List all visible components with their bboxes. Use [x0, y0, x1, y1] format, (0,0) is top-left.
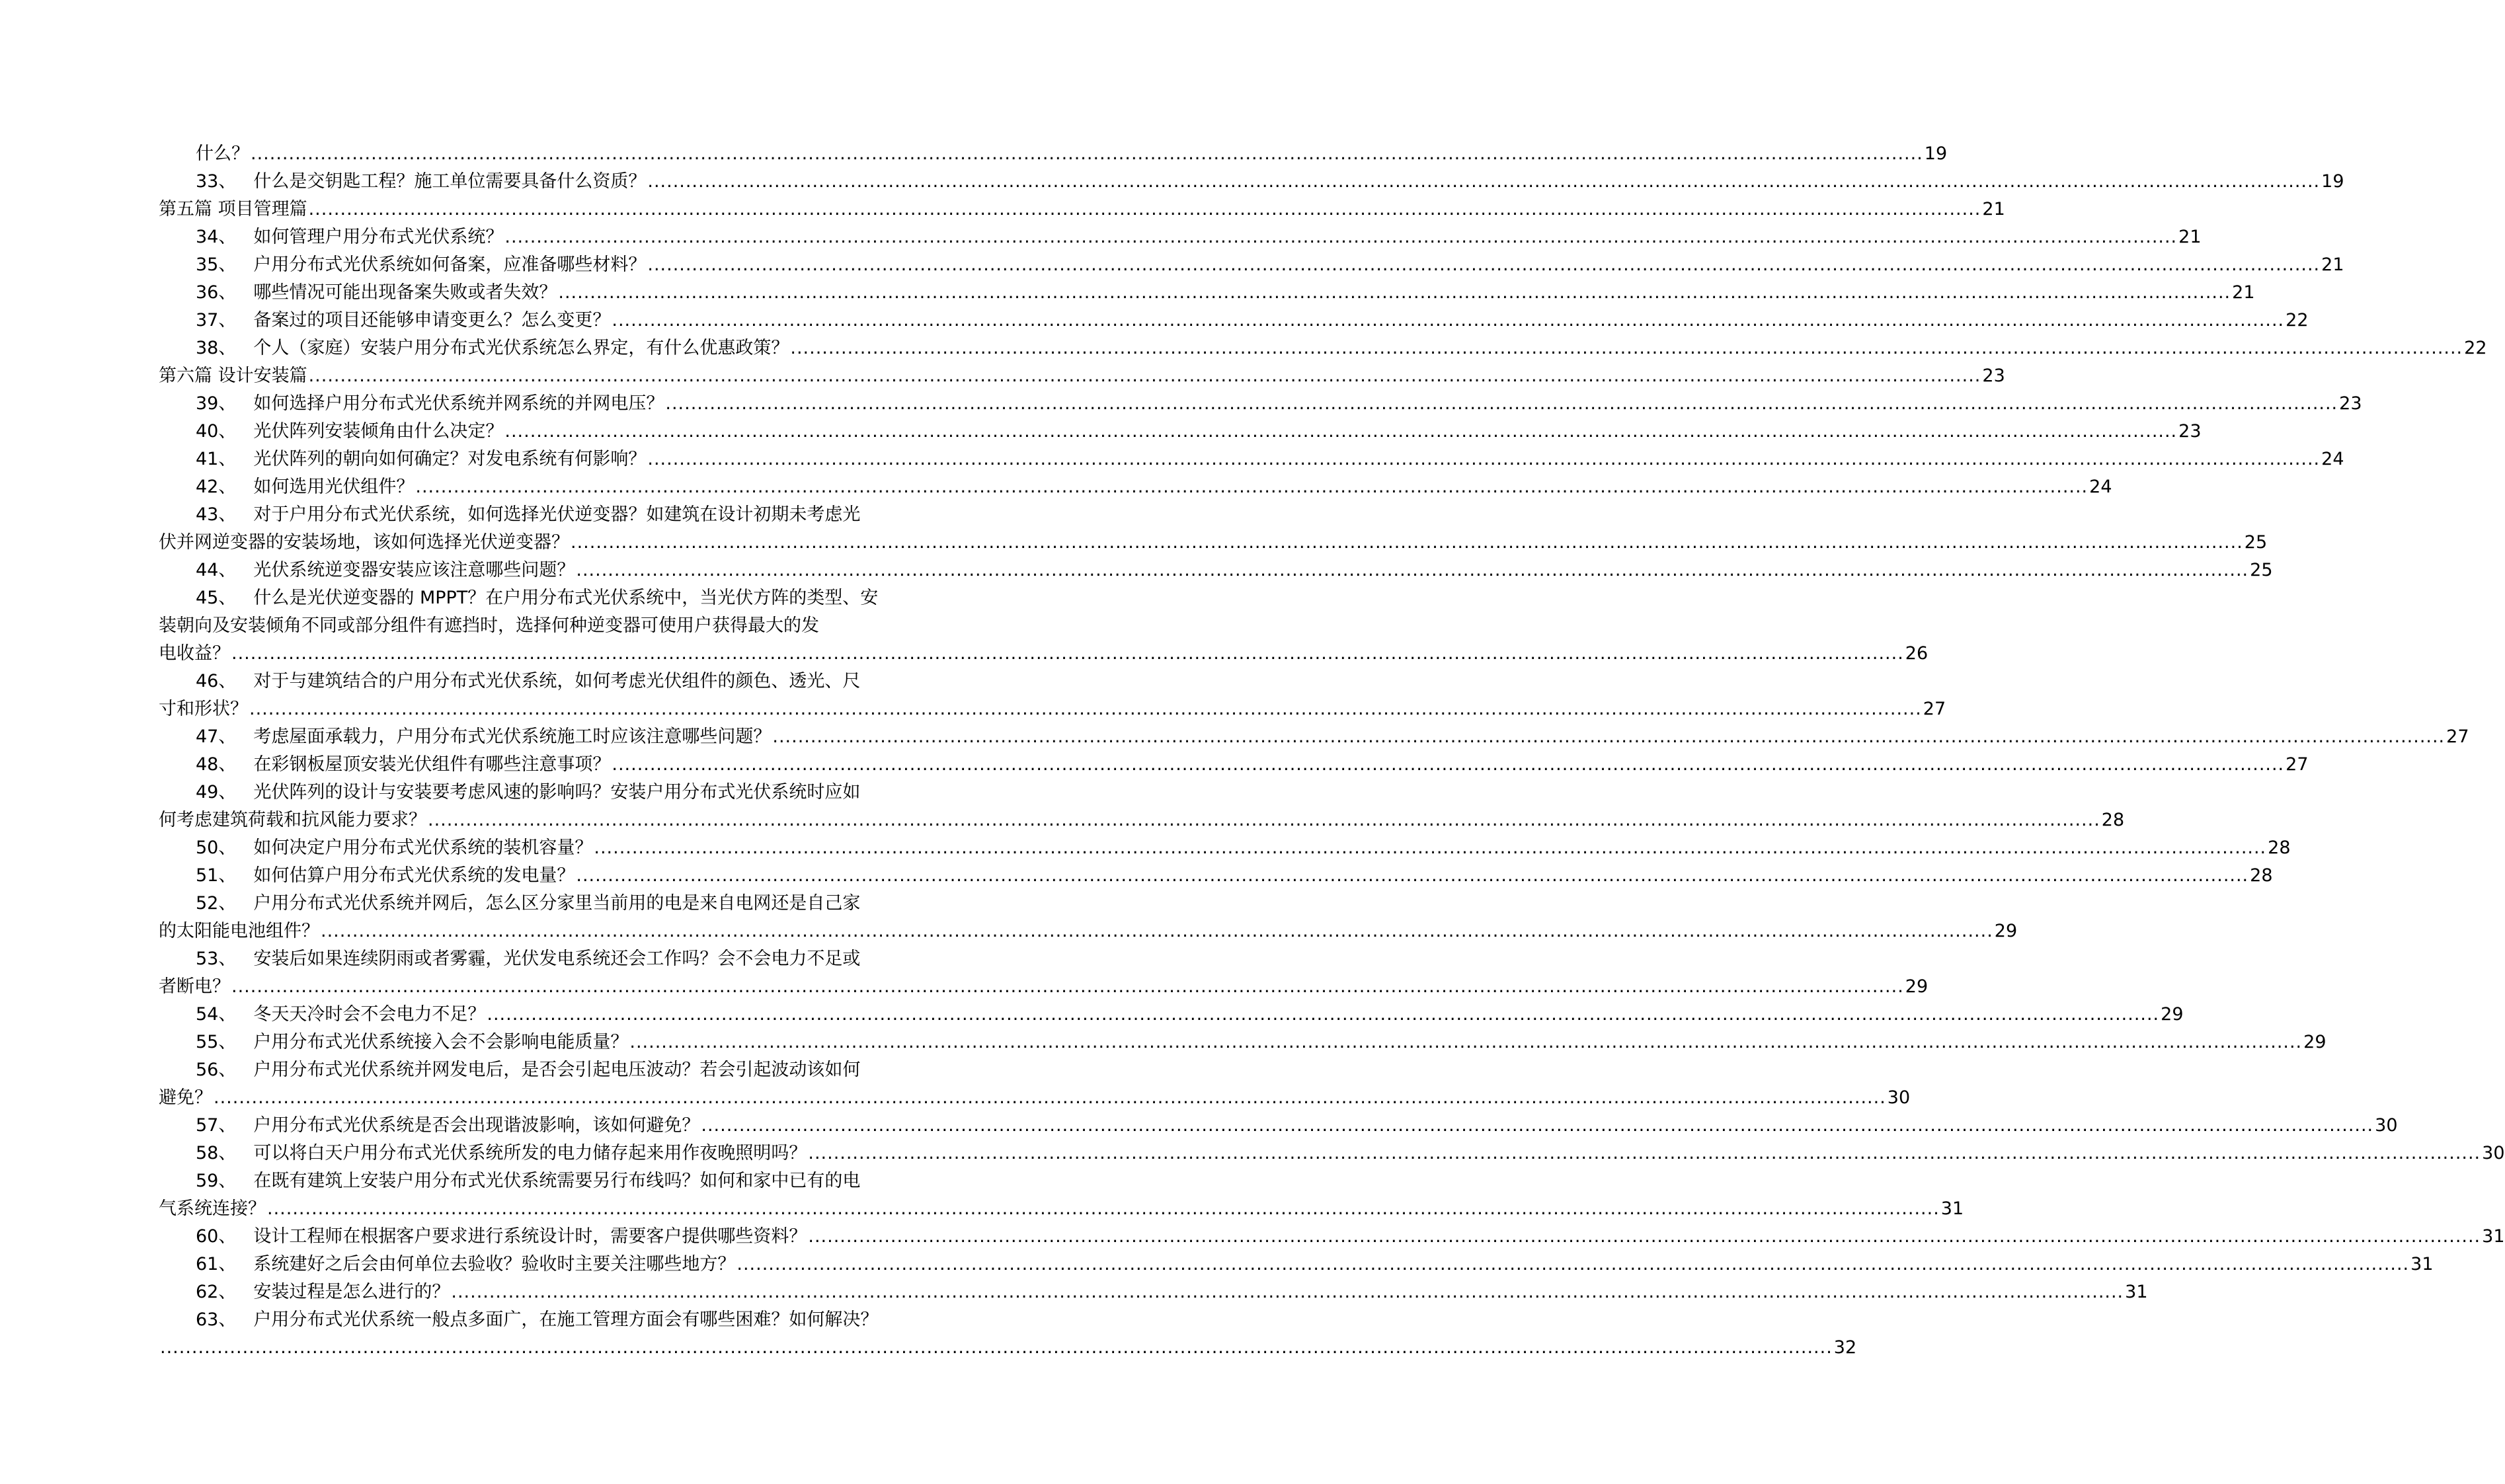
toc-entry-line — [196, 834, 2291, 862]
toc-entry[interactable] — [159, 834, 2291, 862]
toc-entry-text — [196, 1029, 628, 1056]
toc-entry[interactable] — [159, 1001, 2184, 1029]
toc-dot-leader — [647, 168, 2320, 196]
toc-entry-text — [196, 1251, 735, 1278]
toc-page-number: 27 — [1923, 699, 1946, 719]
toc-entry-number: 43、 — [196, 504, 237, 525]
toc-dot-leader — [504, 418, 2177, 446]
toc-entry-text — [196, 723, 771, 751]
toc-entry-text — [196, 390, 664, 418]
toc-entry-line — [196, 945, 895, 973]
toc-page-number: 23 — [2339, 393, 2362, 414]
toc-page-number: 19 — [2321, 171, 2344, 192]
toc-entry-title: 冬天天冷时会不会电力不足？ — [253, 1004, 486, 1025]
toc-entry-number: 40、 — [196, 421, 237, 442]
toc-entry-line — [196, 779, 895, 806]
toc-entry-number: 58、 — [196, 1143, 237, 1163]
toc-entry-line — [196, 751, 2309, 779]
toc-page-number: 19 — [1924, 143, 1948, 164]
toc-dot-leader — [231, 973, 1904, 1001]
toc-entry[interactable] — [159, 584, 1928, 668]
toc-entry-title: 安装后如果连续阴雨或者雾霾，光伏发电系统还会工作吗？会不会电力不足或 — [253, 949, 861, 969]
toc-entry-text — [159, 806, 426, 834]
toc-page-number: 25 — [2244, 532, 2268, 553]
toc-dot-leader — [487, 1001, 2159, 1029]
toc-entry-number: 39、 — [196, 393, 237, 414]
toc-entry-number: 33、 — [196, 171, 237, 192]
toc-entry-number: 42、 — [196, 477, 237, 497]
toc-entry-text — [196, 1140, 807, 1167]
toc-entry-line — [196, 584, 895, 612]
toc-entry-line — [196, 279, 2255, 307]
toc-entry-number: 34、 — [196, 227, 237, 247]
toc-page-number: 21 — [1982, 199, 2005, 219]
toc-entry-title: 考虑屋面承载力，户用分布式光伏系统施工时应该注意哪些问题？ — [253, 726, 772, 747]
toc-entry-line — [159, 640, 1928, 668]
toc-page-number: 25 — [2250, 560, 2273, 580]
toc-entry[interactable] — [159, 723, 2469, 751]
toc-entry-line — [196, 1251, 2434, 1278]
toc-entry-line — [196, 668, 895, 695]
toc-entry-title: 什么？ — [196, 143, 249, 164]
toc-entry-title: 什么是光伏逆变器的 MPPT？在户用分布式光伏系统中，当光伏方阵的类型、安 — [253, 588, 879, 608]
table-of-contents — [159, 140, 2505, 1362]
toc-entry-line — [196, 862, 2273, 890]
toc-entry-text — [196, 1223, 807, 1251]
toc-entry-text — [159, 196, 307, 223]
toc-entry-title: 寸和形状？ — [159, 699, 248, 719]
toc-entry-number: 49、 — [196, 782, 237, 802]
toc-entry-line — [159, 612, 895, 640]
toc-entry-title: 户用分布式光伏系统一般点多面广，在施工管理方面会有哪些困难？如何解决？ — [253, 1309, 879, 1330]
toc-dot-leader — [772, 723, 2445, 751]
toc-entry-line — [159, 1334, 1857, 1362]
toc-dot-leader — [231, 640, 1904, 668]
toc-entry-line — [159, 196, 2005, 223]
toc-entry-number: 59、 — [196, 1171, 237, 1191]
toc-entry-number: 36、 — [196, 282, 237, 303]
toc-entry-title: 的太阳能电池组件？ — [159, 921, 319, 941]
toc-entry[interactable] — [159, 751, 2309, 779]
toc-entry-line — [159, 529, 2268, 557]
toc-entry-number: 62、 — [196, 1282, 237, 1302]
toc-entry[interactable] — [159, 501, 2268, 557]
toc-entry[interactable] — [159, 473, 2112, 501]
toc-entry-number: 41、 — [196, 449, 237, 469]
toc-entry-line — [159, 806, 2125, 834]
toc-dot-leader — [504, 223, 2177, 251]
toc-entry-title: 第六篇 设计安装篇 — [159, 366, 307, 386]
toc-entry-text — [196, 1112, 699, 1140]
toc-dot-leader — [736, 1251, 2409, 1278]
toc-entry-text — [196, 945, 860, 973]
toc-entry-text — [159, 1195, 266, 1223]
toc-entry[interactable] — [159, 307, 2309, 334]
toc-entry[interactable] — [159, 668, 1946, 723]
toc-entry-text — [196, 140, 249, 168]
toc-entry-line — [196, 1001, 2184, 1029]
toc-section-heading[interactable] — [159, 362, 2005, 390]
toc-page-number: 24 — [2089, 477, 2112, 497]
toc-entry-text — [196, 446, 646, 473]
toc-page-number: 27 — [2446, 726, 2469, 747]
toc-entry-line — [196, 307, 2309, 334]
toc-entry-line — [196, 890, 895, 918]
toc-entry-title: 户用分布式光伏系统并网发电后，是否会引起电压波动？若会引起波动该如何 — [253, 1060, 861, 1080]
toc-dot-leader — [415, 473, 2088, 501]
toc-entry-line — [196, 501, 895, 529]
toc-entry-text — [196, 1001, 485, 1029]
toc-entry-title: 备案过的项目还能够申请变更么？怎么变更？ — [253, 310, 611, 331]
toc-entry-title: 光伏阵列的设计与安装要考虑风速的影响吗？安装户用分布式光伏系统时应如 — [253, 782, 861, 802]
toc-entry-title: 户用分布式光伏系统并网后，怎么区分家里当前用的电是来自电网还是自己家 — [253, 893, 861, 914]
toc-entry-title: 伏并网逆变器的安装场地，该如何选择光伏逆变器？ — [159, 532, 569, 553]
toc-entry-text — [196, 473, 414, 501]
toc-page-number: 29 — [2161, 1004, 2184, 1025]
toc-entry-number: 37、 — [196, 310, 237, 331]
toc-entry-text — [159, 695, 248, 723]
toc-dot-leader — [428, 806, 2100, 834]
toc-page-number: 29 — [1994, 921, 2018, 941]
toc-entry-text — [196, 307, 610, 334]
toc-dot-leader — [808, 1223, 2481, 1251]
toc-dot-leader — [790, 334, 2463, 362]
toc-entry[interactable] — [159, 334, 2487, 362]
toc-entry-line — [196, 140, 1948, 168]
toc-entry-text — [159, 918, 319, 945]
toc-entry-text — [159, 529, 569, 557]
toc-dot-leader — [629, 1029, 2302, 1056]
toc-page-number: 31 — [1940, 1198, 1964, 1219]
toc-entry-number: 55、 — [196, 1032, 237, 1052]
toc-dot-leader — [249, 695, 1922, 723]
toc-dot-leader — [594, 834, 2266, 862]
toc-entry[interactable] — [159, 1306, 1857, 1362]
toc-entry-title: 如何估算户用分布式光伏系统的发电量？ — [253, 865, 575, 886]
toc-page-number: 21 — [2178, 227, 2202, 247]
toc-entry-text — [159, 612, 819, 640]
toc-entry[interactable] — [159, 279, 2255, 307]
toc-entry-line — [159, 918, 2018, 945]
toc-entry[interactable] — [159, 446, 2344, 473]
toc-entry-title: 如何管理户用分布式光伏系统？ — [253, 227, 504, 247]
toc-entry-number: 51、 — [196, 865, 237, 886]
toc-entry-text — [196, 584, 878, 612]
toc-entry-title: 户用分布式光伏系统接入会不会影响电能质量？ — [253, 1032, 629, 1052]
toc-entry-text — [196, 251, 646, 279]
toc-entry[interactable] — [159, 779, 2125, 834]
toc-entry-line — [159, 1195, 1964, 1223]
toc-entry-number: 63、 — [196, 1309, 237, 1330]
toc-entry-title: 光伏阵列的朝向如何确定？对发电系统有何影响？ — [253, 449, 647, 469]
toc-entry-number: 57、 — [196, 1115, 237, 1136]
toc-entry-number: 52、 — [196, 893, 237, 914]
toc-entry-line — [196, 723, 2469, 751]
toc-entry-title: 者断电？ — [159, 976, 230, 997]
toc-entry-number: 35、 — [196, 254, 237, 275]
toc-entry-text — [196, 168, 646, 196]
toc-page-number: 27 — [2286, 754, 2309, 775]
toc-entry-line — [196, 473, 2112, 501]
toc-entry-line — [196, 251, 2344, 279]
toc-entry[interactable] — [159, 557, 2273, 584]
toc-entry-line — [196, 168, 2344, 196]
toc-entry-line — [159, 1084, 1911, 1112]
toc-dot-leader — [251, 140, 1923, 168]
toc-entry-text — [196, 501, 860, 529]
toc-entry-title: 光伏阵列安装倾角由什么决定？ — [253, 421, 504, 442]
toc-page-number: 26 — [1905, 643, 1928, 664]
toc-dot-leader — [309, 196, 1981, 223]
toc-dot-leader — [309, 362, 1981, 390]
toc-entry-line — [196, 223, 2202, 251]
toc-page-number: 24 — [2321, 449, 2344, 469]
toc-page-number: 31 — [2125, 1282, 2148, 1302]
toc-dot-leader — [701, 1112, 2373, 1140]
toc-entry-text — [196, 1278, 450, 1306]
toc-page-number: 31 — [2482, 1226, 2505, 1247]
toc-entry[interactable] — [159, 862, 2273, 890]
toc-entry-text — [196, 751, 610, 779]
toc-page-number: 23 — [2178, 421, 2202, 442]
toc-entry-line — [196, 1140, 2505, 1167]
toc-entry[interactable] — [159, 1029, 2326, 1056]
toc-entry-line — [196, 1029, 2326, 1056]
toc-entry-text — [159, 973, 230, 1001]
toc-entry-text — [159, 1084, 212, 1112]
toc-entry-line — [196, 557, 2273, 584]
toc-entry-number: 56、 — [196, 1060, 237, 1080]
toc-entry[interactable] — [159, 140, 1948, 168]
toc-entry-title: 设计工程师在根据客户要求进行系统设计时，需要客户提供哪些资料？ — [253, 1226, 807, 1247]
toc-entry-text — [196, 668, 860, 695]
toc-entry[interactable] — [159, 390, 2362, 418]
toc-entry[interactable] — [159, 1056, 1911, 1112]
toc-dot-leader — [808, 1140, 2481, 1167]
toc-entry-text — [196, 557, 575, 584]
toc-entry[interactable] — [159, 418, 2202, 446]
toc-entry[interactable] — [159, 168, 2344, 196]
toc-entry-title: 何考虑建筑荷载和抗风能力要求？ — [159, 810, 426, 830]
toc-entry-number: 54、 — [196, 1004, 237, 1025]
toc-entry-text — [196, 223, 503, 251]
toc-entry-title: 户用分布式光伏系统如何备案，应准备哪些材料？ — [253, 254, 647, 275]
toc-entry-line — [196, 446, 2344, 473]
toc-entry-number: 45、 — [196, 588, 237, 608]
toc-entry-number: 60、 — [196, 1226, 237, 1247]
toc-entry-text — [196, 1056, 860, 1084]
toc-entry[interactable] — [159, 1251, 2434, 1278]
toc-entry-text — [196, 779, 860, 806]
toc-entry-title: 电收益？ — [159, 643, 230, 664]
toc-entry-title: 如何选用光伏组件？ — [253, 477, 415, 497]
toc-dot-leader — [571, 529, 2243, 557]
toc-entry-line — [196, 1056, 895, 1084]
toc-entry[interactable] — [159, 1140, 2505, 1167]
toc-page-number: 30 — [2375, 1115, 2398, 1136]
toc-entry-number: 61、 — [196, 1254, 237, 1274]
toc-dot-leader — [214, 1084, 1886, 1112]
toc-entry-number: 50、 — [196, 838, 237, 858]
toc-entry-text — [196, 1306, 878, 1334]
toc-entry-title: 哪些情况可能出现备案失败或者失效？ — [253, 282, 557, 303]
toc-entry-title: 避免？ — [159, 1087, 212, 1108]
toc-entry[interactable] — [159, 1112, 2398, 1140]
toc-dot-leader — [160, 1334, 1833, 1362]
toc-page-number: 31 — [2410, 1254, 2434, 1274]
toc-entry-text — [196, 418, 503, 446]
toc-section-heading[interactable] — [159, 196, 2005, 223]
toc-entry-title: 装朝向及安装倾角不同或部分组件有遮挡时，选择何种逆变器可使用户获得最大的发 — [159, 615, 819, 636]
toc-entry-line — [159, 973, 1928, 1001]
toc-entry-title: 户用分布式光伏系统是否会出现谐波影响，该如何避免？ — [253, 1115, 700, 1136]
toc-page-number: 32 — [1833, 1337, 1857, 1358]
toc-page-number: 22 — [2464, 338, 2487, 358]
toc-entry-title: 个人（家庭）安装户用分布式光伏系统怎么界定，有什么优惠政策？ — [253, 338, 789, 358]
toc-entry-text — [159, 362, 307, 390]
toc-entry-number: 53、 — [196, 949, 237, 969]
toc-entry[interactable] — [159, 890, 2018, 945]
toc-dot-leader — [558, 279, 2231, 307]
toc-entry-title: 如何决定户用分布式光伏系统的装机容量？ — [253, 838, 593, 858]
toc-entry-line — [196, 418, 2202, 446]
toc-dot-leader — [267, 1195, 1940, 1223]
toc-dot-leader — [321, 918, 1993, 945]
toc-dot-leader — [647, 251, 2320, 279]
toc-page-number: 28 — [2101, 810, 2125, 830]
toc-entry-title: 对于与建筑结合的户用分布式光伏系统，如何考虑光伏组件的颜色、透光、尺 — [253, 671, 861, 691]
toc-entry-number: 44、 — [196, 560, 237, 580]
toc-entry[interactable] — [159, 1223, 2505, 1251]
toc-dot-leader — [612, 307, 2284, 334]
toc-entry-line — [159, 362, 2005, 390]
toc-entry-title: 对于户用分布式光伏系统，如何选择光伏逆变器？如建筑在设计初期未考虑光 — [253, 504, 861, 525]
toc-page-number: 29 — [1905, 976, 1928, 997]
toc-entry-number: 38、 — [196, 338, 237, 358]
toc-entry-line — [196, 334, 2487, 362]
toc-page-number: 28 — [2268, 838, 2291, 858]
toc-entry-title: 安装过程是怎么进行的？ — [253, 1282, 450, 1302]
toc-entry-text — [196, 279, 557, 307]
toc-page-number: 21 — [2321, 254, 2344, 275]
toc-page-number: 28 — [2250, 865, 2273, 886]
toc-entry-text — [196, 1167, 860, 1195]
toc-entry-text — [196, 890, 860, 918]
toc-entry[interactable] — [159, 1278, 2148, 1306]
toc-page-number: 22 — [2286, 310, 2309, 331]
toc-entry-line — [196, 1223, 2505, 1251]
toc-entry-title: 在彩钢板屋顶安装光伏组件有哪些注意事项？ — [253, 754, 611, 775]
toc-entry-text — [196, 334, 789, 362]
toc-entry-title: 光伏系统逆变器安装应该注意哪些问题？ — [253, 560, 575, 580]
toc-entry-title: 如何选择户用分布式光伏系统并网系统的并网电压？ — [253, 393, 664, 414]
toc-entry[interactable] — [159, 1167, 1964, 1223]
toc-entry-title: 气系统连接？ — [159, 1198, 266, 1219]
toc-entry-line — [196, 1278, 2148, 1306]
toc-entry[interactable] — [159, 251, 2344, 279]
toc-page-number: 29 — [2303, 1032, 2326, 1052]
toc-entry-line — [196, 1167, 895, 1195]
toc-page-number: 30 — [2482, 1143, 2505, 1163]
toc-entry-title: 可以将白天户用分布式光伏系统所发的电力储存起来用作夜晚照明吗？ — [253, 1143, 807, 1163]
toc-entry[interactable] — [159, 223, 2202, 251]
toc-entry-number: 46、 — [196, 671, 237, 691]
toc-entry[interactable] — [159, 945, 1928, 1001]
toc-dot-leader — [451, 1278, 2124, 1306]
toc-entry-line — [196, 1112, 2398, 1140]
toc-entry-text — [196, 834, 592, 862]
toc-dot-leader — [612, 751, 2284, 779]
toc-entry-line — [196, 390, 2362, 418]
toc-entry-title: 在既有建筑上安装户用分布式光伏系统需要另行布线吗？如何和家中已有的电 — [253, 1171, 861, 1191]
toc-page-number: 30 — [1887, 1087, 1911, 1108]
toc-entry-line — [196, 1306, 895, 1334]
toc-entry-line — [159, 695, 1946, 723]
toc-dot-leader — [665, 390, 2338, 418]
toc-dot-leader — [647, 446, 2320, 473]
toc-page-number: 21 — [2232, 282, 2255, 303]
toc-entry-number: 47、 — [196, 726, 237, 747]
toc-entry-title: 什么是交钥匙工程？施工单位需要具备什么资质？ — [253, 171, 647, 192]
toc-entry-text — [196, 862, 575, 890]
toc-entry-title: 第五篇 项目管理篇 — [159, 199, 307, 219]
toc-page-number: 23 — [1982, 366, 2005, 386]
toc-entry-title: 系统建好之后会由何单位去验收？验收时主要关注哪些地方？ — [253, 1254, 736, 1274]
toc-dot-leader — [576, 862, 2248, 890]
toc-entry-number: 48、 — [196, 754, 237, 775]
toc-entry-text — [159, 640, 230, 668]
toc-dot-leader — [576, 557, 2248, 584]
